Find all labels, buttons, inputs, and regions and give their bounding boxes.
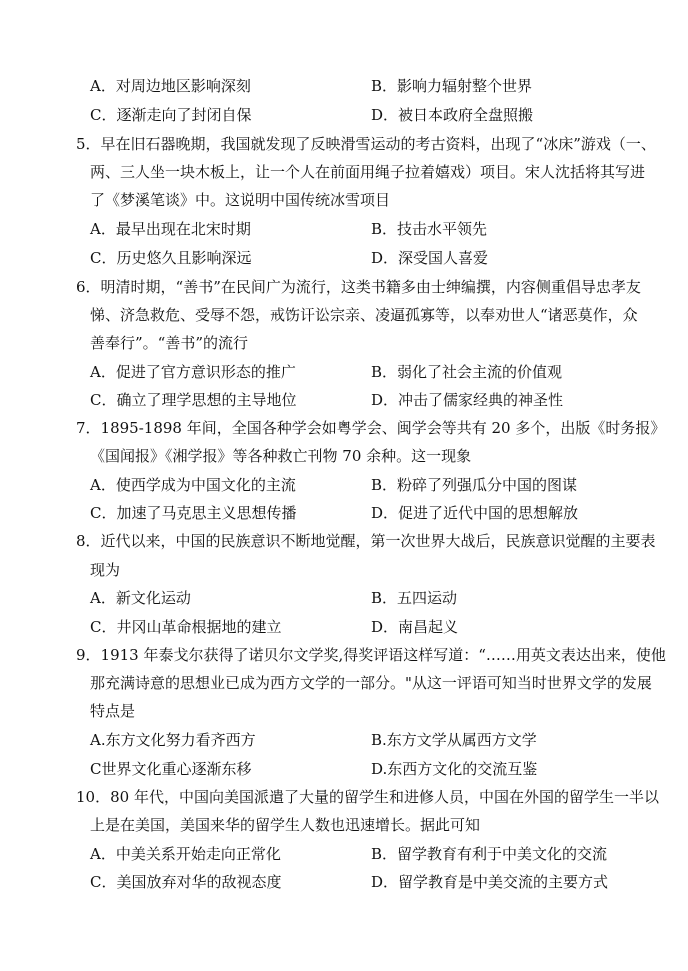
q8-option-c: C．井冈山革命根据地的建立 <box>90 618 282 636</box>
q8-stem-line-2: 现为 <box>90 561 121 579</box>
q10-option-b: B．留学教育有利于中美文化的交流 <box>371 845 608 863</box>
q9-stem-line-3: 特点是 <box>90 702 136 720</box>
q4-option-d: D．被日本政府全盘照搬 <box>371 106 534 124</box>
q9-option-c: C世界文化重心逐渐东移 <box>90 760 252 778</box>
q6-stem-line-1: 6．明清时期，“善书”在民间广为流行，这类书籍多由士绅编撰，内容侧重倡导忠孝友 <box>76 278 641 296</box>
q10-option-d: D．留学教育是中美交流的主要方式 <box>371 873 609 891</box>
q5-option-d: D．深受国人喜爱 <box>371 249 489 267</box>
q7-option-a: A．使西学成为中国文化的主流 <box>90 476 296 494</box>
q9-option-b: B.东方文学从属西方文学 <box>371 731 537 749</box>
q9-option-d: D.东西方文化的交流互鉴 <box>371 760 538 778</box>
q7-option-c: C．加速了马克思主义思想传播 <box>90 504 297 522</box>
q10-stem-line-2: 上是在美国，美国来华的留学生人数也迅速增长。据此可知 <box>90 816 481 834</box>
q7-stem-line-1: 7．1895-1898 年间，全国各种学会如粤学会、闽学会等共有 20 多个，出版《时务报》 <box>76 419 666 437</box>
q4-option-b: B．影响力辐射整个世界 <box>371 77 533 95</box>
q9-stem-line-1: 9．1913 年泰戈尔获得了诺贝尔文学奖,得奖评语这样写道：“……用英文表达出来，使他 <box>76 646 666 664</box>
q5-option-b: B．技击水平领先 <box>371 220 488 238</box>
q5-stem-line-1: 5．早在旧石器晚期，我国就发现了反映滑雪运动的考古资料，出现了“冰床”游戏（一、 <box>76 135 656 153</box>
q6-option-d: D．冲击了儒家经典的神圣性 <box>371 391 564 409</box>
q8-option-b: B．五四运动 <box>371 589 458 607</box>
q5-stem-line-3: 了《梦溪笔谈》中。这说明中国传统冰雪项目 <box>90 191 391 209</box>
q5-option-c: C．历史悠久且影响深远 <box>90 249 252 267</box>
q10-option-a: A．中美关系开始走向正常化 <box>90 845 281 863</box>
q6-option-c: C．确立了理学思想的主导地位 <box>90 391 297 409</box>
q6-stem-line-3: 善奉行”。“善书”的流行 <box>90 334 249 352</box>
q6-stem-line-2: 悌、济急救危、受辱不怨，戒饬讦讼宗亲、凌逼孤寡等，以奉劝世人“诸恶莫作，众 <box>90 306 638 324</box>
q6-option-b: B．弱化了社会主流的价值观 <box>371 363 563 381</box>
q10-stem-line-1: 10．80 年代，中国向美国派遣了大量的留学生和进修人员，中国在外国的留学生一半以 <box>76 788 659 806</box>
q9-option-a: A.东方文化努力看齐西方 <box>90 731 256 749</box>
q4-option-c: C．逐渐走向了封闭自保 <box>90 106 252 124</box>
q7-stem-line-2: 《国闻报》《湘学报》等各种救亡刊物 70 余种。这一现象 <box>90 447 472 465</box>
q7-option-d: D．促进了近代中国的思想解放 <box>371 504 579 522</box>
q5-option-a: A．最早出现在北宋时期 <box>90 220 251 238</box>
q4-option-a: A．对周边地区影响深刻 <box>90 77 251 95</box>
q10-option-c: C．美国放弃对华的敌视态度 <box>90 873 282 891</box>
q6-option-a: A．促进了官方意识形态的推广 <box>90 363 296 381</box>
q8-option-d: D．南昌起义 <box>371 618 459 636</box>
q7-option-b: B．粉碎了列强瓜分中国的图谋 <box>371 476 578 494</box>
q8-stem-line-1: 8．近代以来，中国的民族意识不断地觉醒，第一次世界大战后，民族意识觉醒的主要表 <box>76 532 656 550</box>
q9-stem-line-2: 那充满诗意的思想业已成为西方文学的一部分。"从这一评语可知当时世界文学的发展 <box>90 674 652 692</box>
q8-option-a: A．新文化运动 <box>90 589 191 607</box>
q5-stem-line-2: 两、三人坐一块木板上，让一个人在前面用绳子拉着嬉戏）项目。宋人沈括将其写进 <box>90 163 646 181</box>
